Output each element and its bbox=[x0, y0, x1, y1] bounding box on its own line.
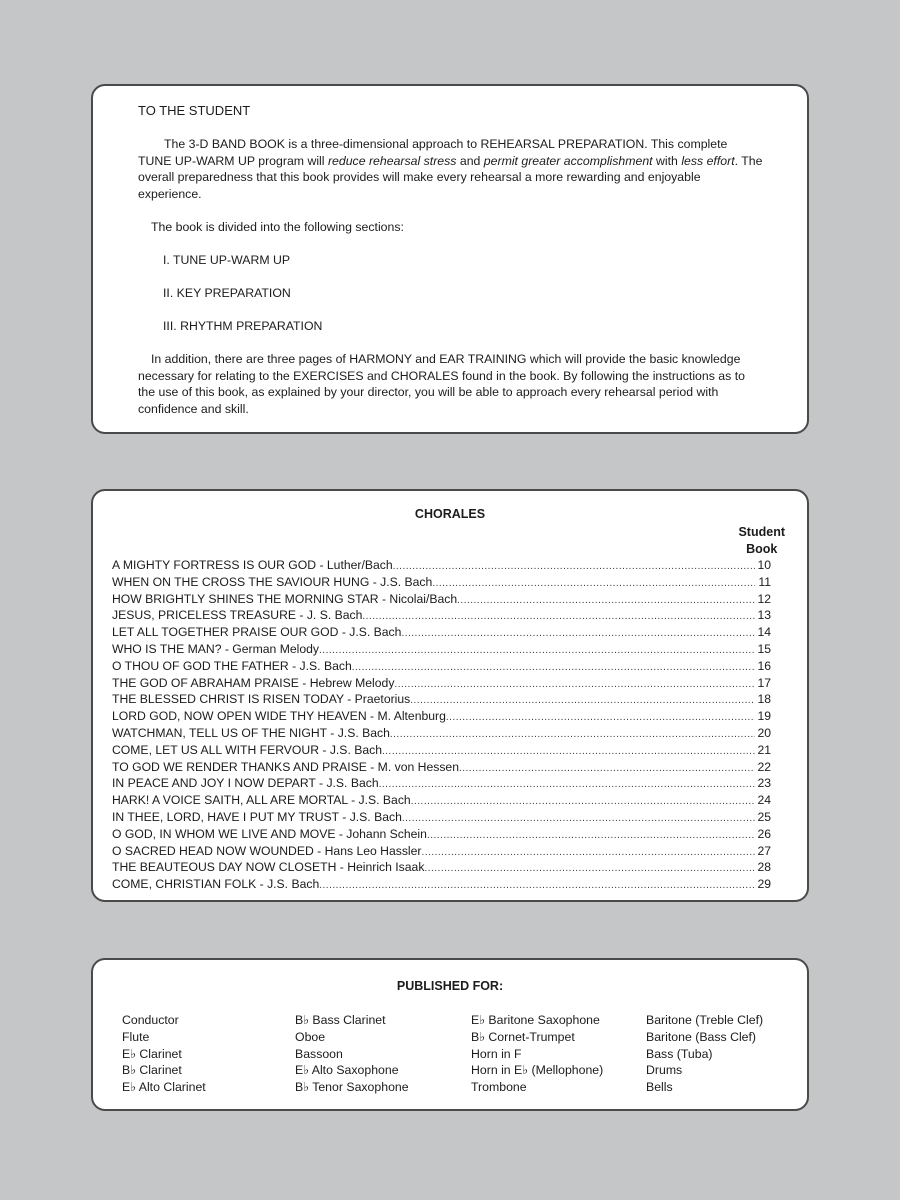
instrument-item: Trombone bbox=[471, 1080, 527, 1095]
chorale-page-number: 25 bbox=[757, 809, 771, 824]
instrument-item: Flute bbox=[122, 1029, 150, 1044]
chorale-name: JESUS, PRICELESS TREASURE - J. S. Bach bbox=[112, 608, 363, 623]
instrument-item: E♭ Alto Clarinet bbox=[122, 1080, 206, 1095]
chorale-row bbox=[112, 691, 771, 708]
chorale-page-number: 22 bbox=[757, 759, 771, 774]
chorales-panel bbox=[91, 489, 809, 902]
intro-paragraph-1 bbox=[138, 136, 763, 202]
chorale-row bbox=[112, 809, 771, 826]
chorale-name: O THOU OF GOD THE FATHER - J.S. Bach bbox=[112, 658, 352, 673]
instrument-item: B♭ Cornet-Trumpet bbox=[471, 1029, 575, 1044]
chorale-name: IN THEE, LORD, HAVE I PUT MY TRUST - J.S. Bach bbox=[112, 809, 402, 824]
chorale-page-number: 15 bbox=[757, 641, 771, 656]
instrument-column-2 bbox=[295, 1012, 409, 1096]
instrument-item: Drums bbox=[646, 1063, 683, 1078]
chorale-name: HOW BRIGHTLY SHINES THE MORNING STAR - Nicolai/Bach bbox=[112, 591, 458, 606]
chorale-name: LORD GOD, NOW OPEN WIDE THY HEAVEN - M. Altenburg bbox=[112, 709, 446, 724]
chorales-title: CHORALES bbox=[414, 507, 486, 521]
chorale-name: O SACRED HEAD NOW WOUNDED - Hans Leo Hassler bbox=[112, 843, 422, 858]
chorale-page-number: 17 bbox=[757, 675, 771, 690]
chorale-page-number: 12 bbox=[757, 591, 771, 606]
instrument-item: B♭ Clarinet bbox=[122, 1063, 182, 1078]
chorale-row bbox=[112, 843, 771, 860]
instrument-item: Bass (Tuba) bbox=[646, 1046, 713, 1061]
chorale-page-number: 21 bbox=[757, 742, 771, 757]
chorale-row bbox=[112, 775, 771, 792]
instrument-column-1 bbox=[122, 1012, 206, 1096]
intro-panel bbox=[91, 84, 809, 434]
instrument-item: Oboe bbox=[295, 1029, 326, 1044]
instrument-item: Bells bbox=[646, 1080, 673, 1095]
intro-paragraph-2: In addition, there are three pages of HARMONY and EAR TRAINING which will provide the basic knowledge necessary for relating to the EXERCISES and CHORALES found in the book. By following the instructions as to the use of this book, as explained by your director, you will be able to approach every rehearsal period with confidence and skill. bbox=[138, 352, 745, 416]
chorale-row bbox=[112, 574, 771, 591]
chorale-page-number: 29 bbox=[757, 877, 771, 892]
chorale-page-number: 28 bbox=[757, 860, 771, 875]
chorale-row bbox=[112, 826, 771, 843]
chorale-page-number: 14 bbox=[757, 625, 771, 640]
chorale-row bbox=[112, 859, 771, 876]
instrument-item: Baritone (Bass Clef) bbox=[646, 1029, 757, 1044]
chorale-name: COME, LET US ALL WITH FERVOUR - J.S. Bach bbox=[112, 742, 382, 757]
section-item-3: III. RHYTHM PREPARATION bbox=[163, 319, 323, 333]
chorale-name: LET ALL TOGETHER PRAISE OUR GOD - J.S. Bach bbox=[112, 625, 402, 640]
chorale-page-number: 13 bbox=[757, 608, 771, 623]
chorale-row bbox=[112, 792, 771, 809]
instrument-item: Horn in F bbox=[471, 1046, 522, 1061]
chorale-list bbox=[112, 557, 771, 893]
section-item-2: II. KEY PREPARATION bbox=[163, 286, 291, 300]
chorale-row bbox=[112, 557, 771, 574]
chorale-name: THE GOD OF ABRAHAM PRAISE - Hebrew Melody bbox=[112, 675, 395, 690]
published-for-panel bbox=[91, 958, 809, 1111]
instrument-item: Bassoon bbox=[295, 1046, 343, 1061]
chorale-row bbox=[112, 675, 771, 692]
instrument-item: B♭ Tenor Saxophone bbox=[295, 1080, 409, 1095]
chorale-page-number: 16 bbox=[757, 658, 771, 673]
instrument-item: Baritone (Treble Clef) bbox=[646, 1013, 764, 1027]
section-item-1: I. TUNE UP-WARM UP bbox=[163, 253, 291, 267]
instrument-column-3 bbox=[471, 1012, 603, 1096]
chorale-row bbox=[112, 725, 771, 742]
column-header-line-2: Book bbox=[746, 542, 778, 556]
chorale-name: WATCHMAN, TELL US OF THE NIGHT - J.S. Bach bbox=[112, 725, 390, 740]
chorale-name: COME, CHRISTIAN FOLK - J.S. Bach bbox=[112, 877, 320, 892]
chorale-page-number: 10 bbox=[757, 558, 771, 572]
chorale-row bbox=[112, 759, 771, 776]
chorale-name: O GOD, IN WHOM WE LIVE AND MOVE - Johann Schein bbox=[112, 826, 427, 841]
instrument-item: Horn in E♭ (Mellophone) bbox=[471, 1063, 604, 1078]
chorale-page-number: 24 bbox=[757, 793, 771, 808]
p1-emphasis-1: reduce rehearsal stress bbox=[327, 153, 457, 168]
published-title: PUBLISHED FOR: bbox=[396, 979, 504, 993]
chorale-name: TO GOD WE RENDER THANKS AND PRAISE - M. von Hessen bbox=[112, 759, 459, 774]
chorale-page-number: 11 bbox=[758, 574, 771, 589]
chorale-name: THE BEAUTEOUS DAY NOW CLOSETH - Heinrich Isaak bbox=[112, 860, 425, 875]
chorale-row bbox=[112, 742, 771, 759]
chorale-row bbox=[112, 658, 771, 675]
chorale-name: A MIGHTY FORTRESS IS OUR GOD - Luther/Bach bbox=[112, 558, 393, 572]
instrument-item: B♭ Bass Clarinet bbox=[295, 1013, 386, 1027]
intro-title: TO THE STUDENT bbox=[138, 103, 251, 118]
chorale-name: HARK! A VOICE SAITH, ALL ARE MORTAL - J.S. Bach bbox=[112, 793, 411, 808]
instrument-item: Conductor bbox=[122, 1013, 179, 1027]
p1-emphasis-3: less effort bbox=[681, 153, 735, 168]
chorale-page-number: 19 bbox=[757, 709, 771, 724]
chorale-row bbox=[112, 876, 771, 893]
chorale-name: IN PEACE AND JOY I NOW DEPART - J.S. Bach bbox=[112, 776, 379, 791]
chorale-row bbox=[112, 591, 771, 608]
instrument-item: E♭ Clarinet bbox=[122, 1046, 182, 1061]
chorale-page-number: 20 bbox=[757, 725, 771, 740]
chorale-page-number: 18 bbox=[757, 692, 771, 707]
chorale-page-number: 27 bbox=[757, 843, 771, 858]
chorale-row bbox=[112, 641, 771, 658]
chorale-name: THE BLESSED CHRIST IS RISEN TODAY - Praetorius bbox=[112, 692, 411, 707]
chorale-name: WHO IS THE MAN? - German Melody bbox=[112, 641, 320, 656]
instrument-column-4 bbox=[646, 1012, 763, 1096]
student-book-column-header bbox=[738, 524, 785, 558]
dot-leader bbox=[319, 876, 755, 895]
p1-text-1: The 3-D BAND BOOK is a three-dimensional approach to REHEARSAL PREPARATION. This complete TUNE UP-WARM UP program will bbox=[138, 137, 728, 168]
p1-text-2: and bbox=[456, 153, 484, 168]
p1-emphasis-2: permit greater accomplishment bbox=[483, 153, 653, 168]
instrument-item: E♭ Baritone Saxophone bbox=[471, 1013, 600, 1027]
chorale-row bbox=[112, 708, 771, 725]
chorale-row bbox=[112, 607, 771, 624]
p1-text-3: with bbox=[652, 153, 682, 168]
p1-text-4: . The overall preparedness that this book provides will make every rehearsal a more rewarding and enjoyable experience. bbox=[138, 153, 763, 201]
chorale-row bbox=[112, 624, 771, 641]
sections-intro: The book is divided into the following sections: bbox=[151, 220, 404, 234]
instrument-item: E♭ Alto Saxophone bbox=[295, 1063, 399, 1078]
chorale-page-number: 23 bbox=[757, 776, 771, 791]
chorale-name: WHEN ON THE CROSS THE SAVIOUR HUNG - J.S. Bach bbox=[112, 574, 433, 589]
column-header-line-1: Student bbox=[738, 525, 785, 539]
chorale-page-number: 26 bbox=[757, 826, 771, 841]
